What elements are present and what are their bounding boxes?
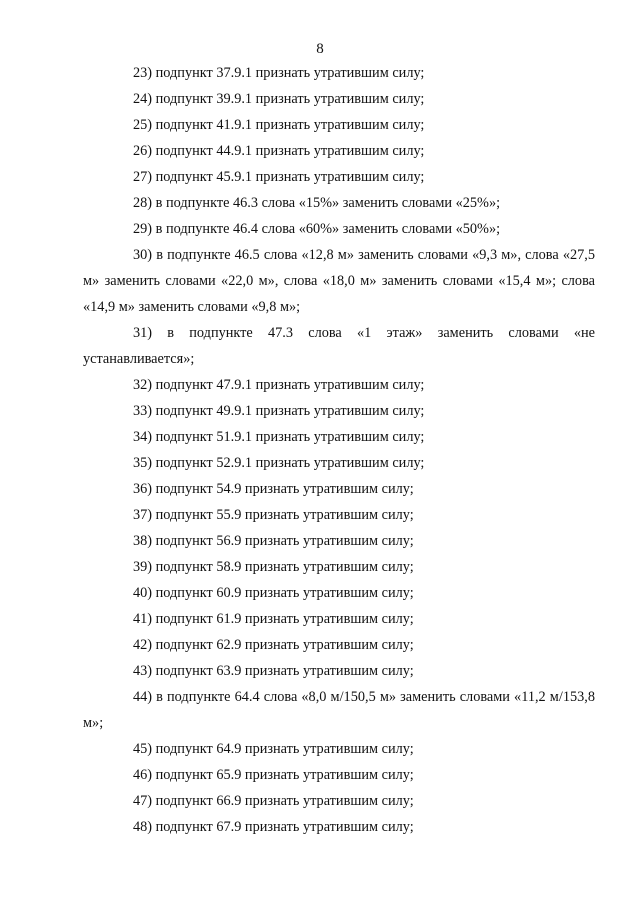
paragraph-item-34: 34) подпункт 51.9.1 признать утратившим силу; — [133, 429, 425, 445]
paragraph-item-24: 24) подпункт 39.9.1 признать утратившим силу; — [133, 91, 425, 107]
paragraph-item-43: 43) подпункт 63.9 признать утратившим силу; — [133, 663, 414, 679]
paragraph-item-36: 36) подпункт 54.9 признать утратившим силу; — [133, 481, 414, 497]
paragraph-item-25: 25) подпункт 41.9.1 признать утратившим силу; — [133, 117, 425, 133]
paragraph-item-30: 30) в подпункте 46.5 слова «12,8 м» заменить словами «9,3 м», слова «27,5 м» заменить словами «22,0 м», слова «18,0 м» заменить словами «15,4 м»; слова «14,9 м» заменить словами «9,8 м»; — [83, 247, 595, 315]
paragraph-item-27: 27) подпункт 45.9.1 признать утратившим силу; — [133, 169, 425, 185]
page-number: 8 — [316, 41, 324, 57]
paragraph-item-41: 41) подпункт 61.9 признать утратившим силу; — [133, 611, 414, 627]
paragraph-item-33: 33) подпункт 49.9.1 признать утратившим силу; — [133, 403, 425, 419]
paragraph-item-26: 26) подпункт 44.9.1 признать утратившим силу; — [133, 143, 425, 159]
document-body — [83, 60, 595, 840]
paragraph-item-46: 46) подпункт 65.9 признать утратившим силу; — [133, 767, 414, 783]
paragraph-item-31: 31) в подпункте 47.3 слова «1 этаж» заменить словами «не устанавливается»; — [83, 325, 595, 367]
paragraph-item-35: 35) подпункт 52.9.1 признать утратившим силу; — [133, 455, 425, 471]
paragraph-item-32: 32) подпункт 47.9.1 признать утратившим силу; — [133, 377, 425, 393]
paragraph-item-29: 29) в подпункте 46.4 слова «60%» заменить словами «50%»; — [133, 221, 501, 237]
paragraph-item-38: 38) подпункт 56.9 признать утратившим силу; — [133, 533, 414, 549]
paragraph-item-48: 48) подпункт 67.9 признать утратившим силу; — [133, 819, 414, 835]
paragraph-item-23: 23) подпункт 37.9.1 признать утратившим силу; — [133, 65, 425, 81]
paragraph-item-39: 39) подпункт 58.9 признать утратившим силу; — [133, 559, 414, 575]
paragraph-item-45: 45) подпункт 64.9 признать утратившим силу; — [133, 741, 414, 757]
paragraph-item-40: 40) подпункт 60.9 признать утратившим силу; — [133, 585, 414, 601]
paragraph-item-37: 37) подпункт 55.9 признать утратившим силу; — [133, 507, 414, 523]
paragraph-item-47: 47) подпункт 66.9 признать утратившим силу; — [133, 793, 414, 809]
paragraph-item-42: 42) подпункт 62.9 признать утратившим силу; — [133, 637, 414, 653]
paragraph-item-28: 28) в подпункте 46.3 слова «15%» заменить словами «25%»; — [133, 195, 501, 211]
paragraph-item-44: 44) в подпункте 64.4 слова «8,0 м/150,5 м» заменить словами «11,2 м/153,8 м»; — [83, 689, 595, 731]
